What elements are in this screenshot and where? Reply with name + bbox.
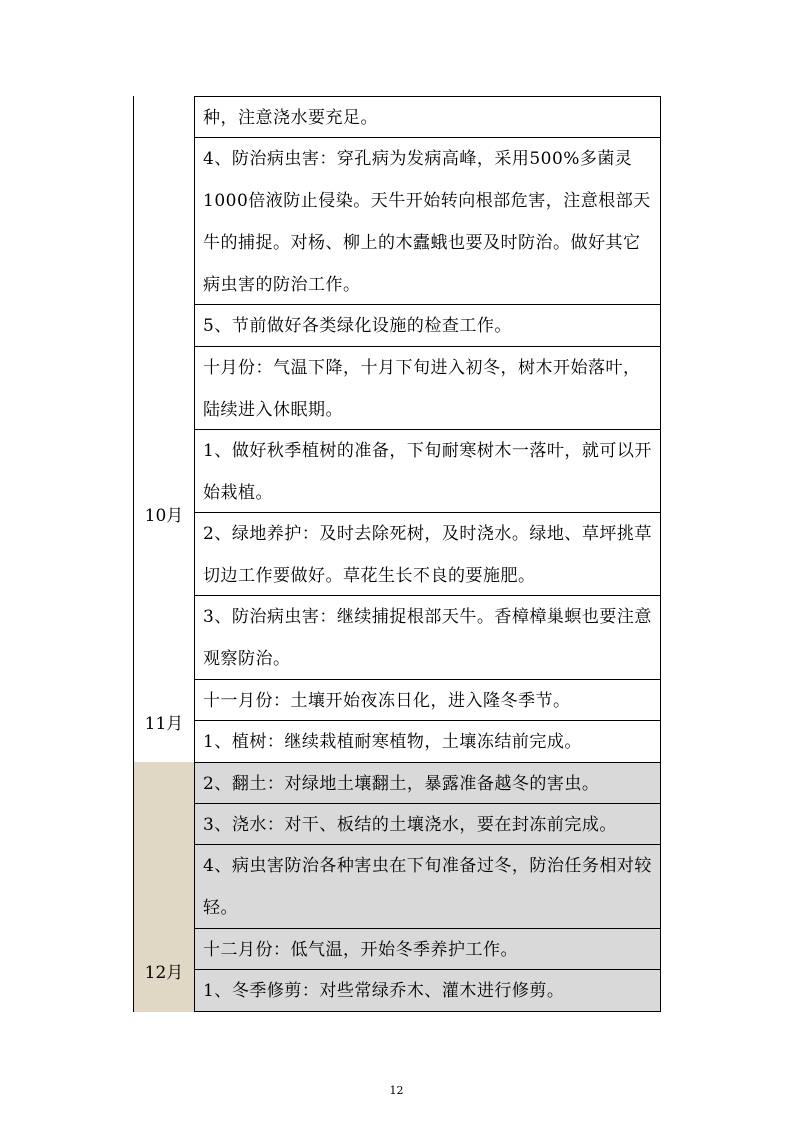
page-number: 12 (389, 1084, 404, 1097)
table-cell: 2、翻土：对绿地土壤翻土，暴露准备越冬的害虫。 (194, 762, 661, 804)
table-cell: 4、防治病虫害：穿孔病为发病高峰，采用500%多菌灵1000倍液防止侵染。天牛开始转向根部危害，注意根部天牛的捕捉。对杨、柳上的木蠹蛾也要及时防治。做好其它病虫害的防治工作。 (194, 137, 661, 305)
table-cell: 十月份：气温下降，十月下旬进入初冬，树木开始落叶，陆续进入休眠期。 (194, 346, 661, 430)
table-cell: 1、植树：继续栽植耐寒植物，土壤冻结前完成。 (194, 720, 661, 763)
month-label-december: 12月 (144, 962, 184, 983)
table-cell: 3、浇水：对干、板结的土壤浇水，要在封冻前完成。 (194, 803, 661, 845)
table-cell: 3、防治病虫害：继续捕捉根部天牛。香樟樟巢螟也要注意观察防治。 (194, 595, 661, 680)
table-cell: 1、做好秋季植树的准备，下旬耐寒树木一落叶，就可以开始栽植。 (194, 429, 661, 513)
table-cell: 十一月份：土壤开始夜冻日化，进入隆冬季节。 (194, 679, 661, 721)
table-cell: 2、绿地养护：及时去除死树，及时浇水。绿地、草坪挑草切边工作要做好。草花生长不良的要施肥。 (194, 512, 661, 596)
table-cell: 十二月份：低气温，开始冬季养护工作。 (194, 928, 661, 970)
month-label-october: 10月 (144, 505, 184, 526)
table-cell: 种，注意浇水要充足。 (194, 96, 661, 138)
table-cell: 4、病虫害防治各种害虫在下旬准备过冬，防治任务相对较轻。 (194, 844, 661, 929)
table-cell: 1、冬季修剪：对些常绿乔木、灌木进行修剪。 (194, 969, 661, 1012)
month-label-november: 11月 (144, 713, 184, 734)
table-cell: 5、节前做好各类绿化设施的检查工作。 (194, 304, 661, 347)
